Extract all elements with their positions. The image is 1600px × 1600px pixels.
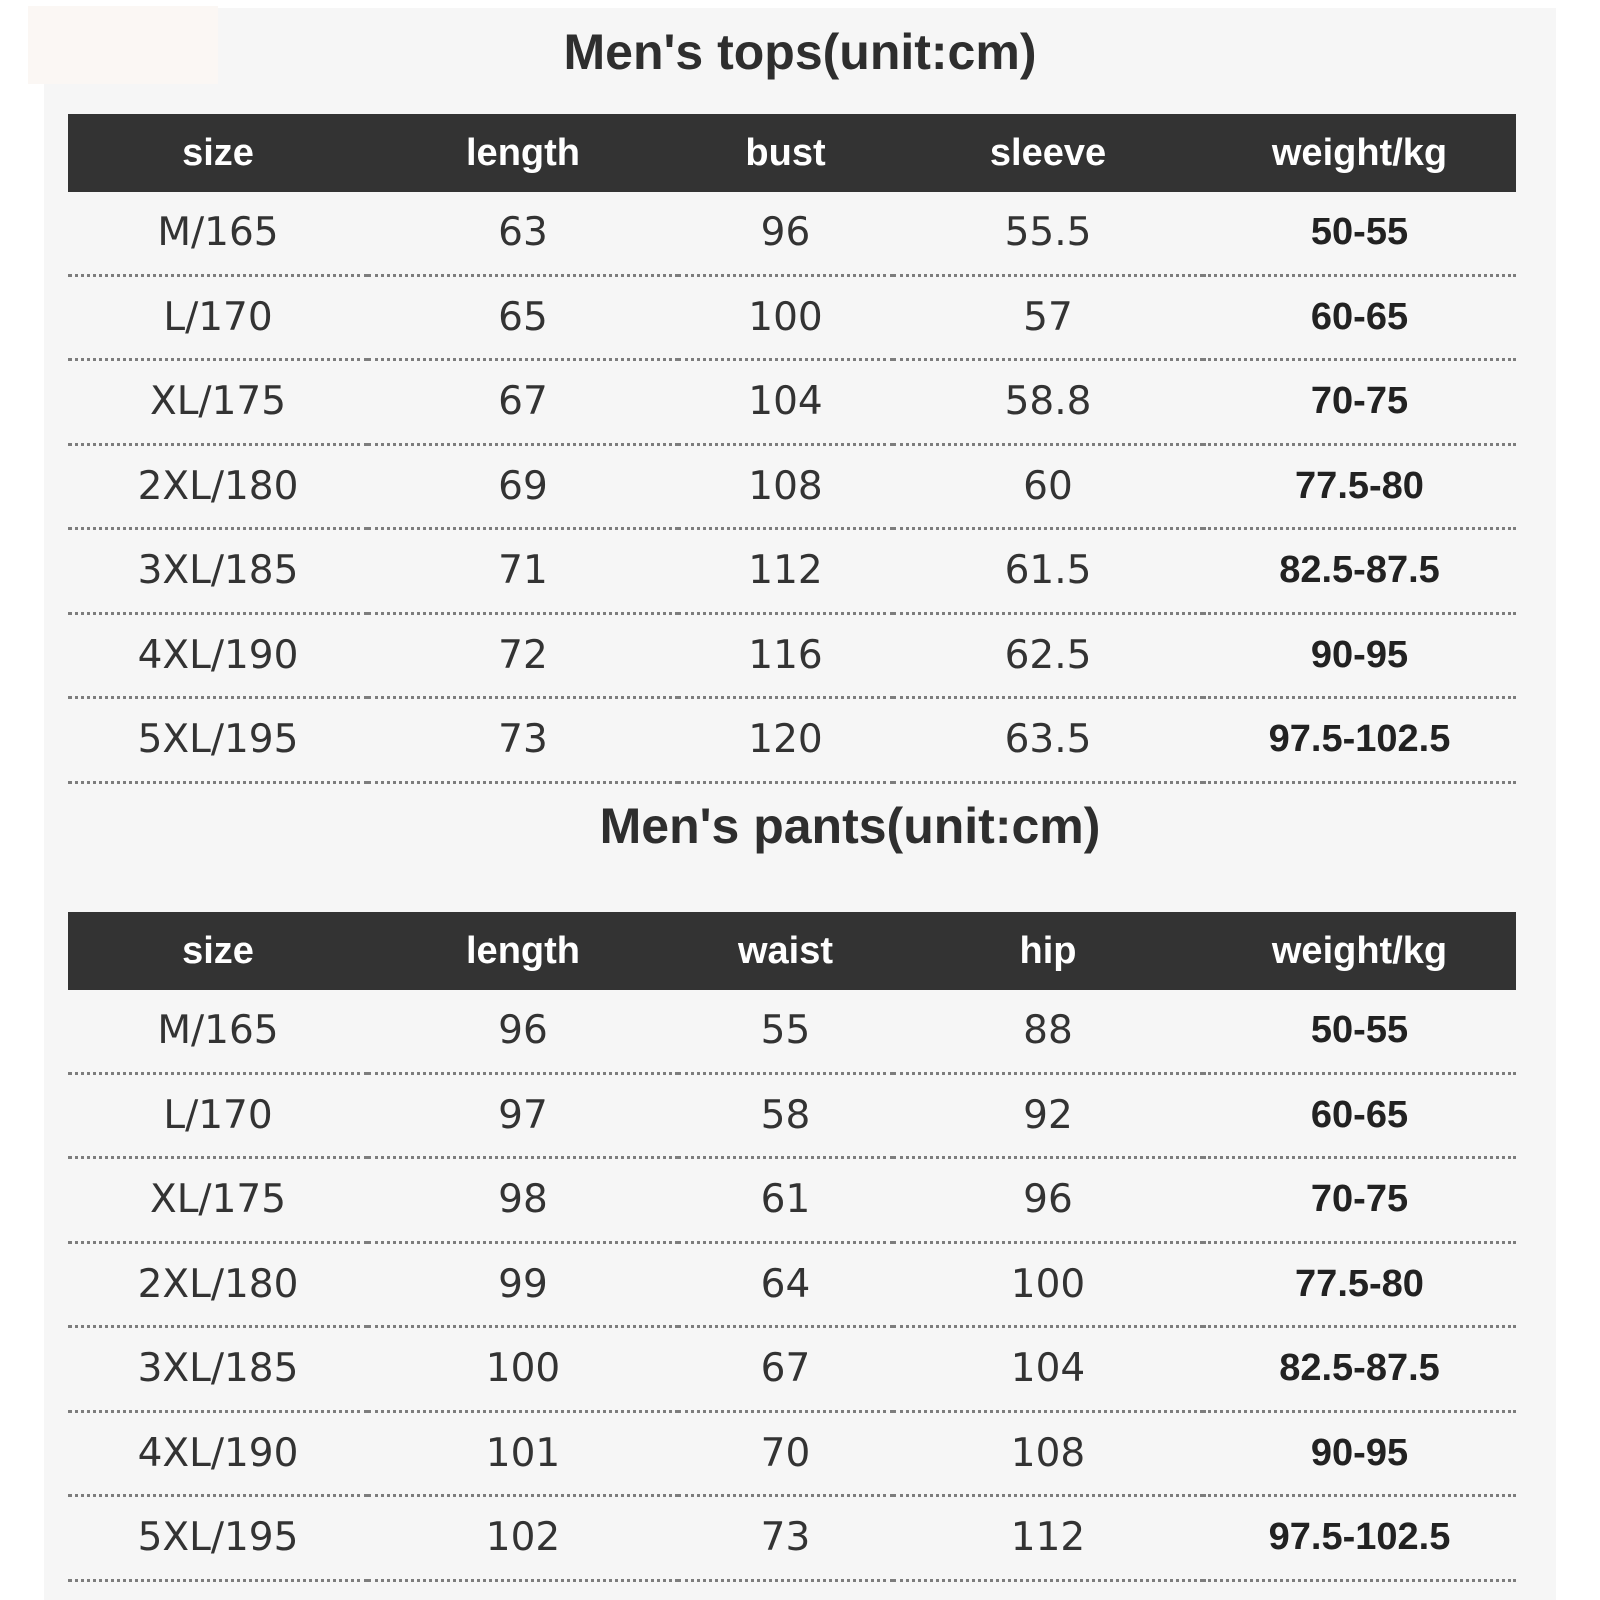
table-cell: 60-65 (1203, 275, 1516, 360)
table-row (68, 1242, 1516, 1327)
table-cell: 67 (368, 360, 678, 445)
table-cell: 100 (893, 1242, 1203, 1327)
pants-title: Men's pants(unit:cm) (599, 798, 1101, 854)
table-cell: 50-55 (1203, 990, 1516, 1073)
table-cell: 90-95 (1203, 613, 1516, 698)
column-header: sleeve (893, 114, 1203, 192)
table-cell: 108 (678, 444, 893, 529)
column-header: weight/kg (1203, 114, 1516, 192)
table-row (68, 698, 1516, 783)
table-cell: XL/175 (68, 1158, 368, 1243)
table-row (68, 192, 1516, 275)
table-cell: 72 (368, 613, 678, 698)
table-cell: 61.5 (893, 529, 1203, 614)
table-cell: M/165 (68, 192, 368, 275)
table-cell: 62.5 (893, 613, 1203, 698)
table-cell: 70 (678, 1411, 893, 1496)
table-cell: 4XL/190 (68, 613, 368, 698)
table-cell: 60 (893, 444, 1203, 529)
table-row (68, 613, 1516, 698)
table-cell: 73 (678, 1496, 893, 1581)
table-cell: 96 (368, 990, 678, 1073)
table-row (68, 1327, 1516, 1412)
table-row (68, 1158, 1516, 1243)
table-row (68, 1073, 1516, 1158)
table-cell: XL/175 (68, 360, 368, 445)
tops-table-body (68, 192, 1516, 782)
table-cell: M/165 (68, 990, 368, 1073)
table-cell: 73 (368, 698, 678, 783)
table-cell: 108 (893, 1411, 1203, 1496)
table-cell: 63 (368, 192, 678, 275)
table-cell: 3XL/185 (68, 529, 368, 614)
table-cell: 61 (678, 1158, 893, 1243)
pants-table-body (68, 990, 1516, 1580)
table-cell: 99 (368, 1242, 678, 1327)
column-header: size (68, 114, 368, 192)
table-cell: 97.5-102.5 (1203, 1496, 1516, 1581)
table-cell: 98 (368, 1158, 678, 1243)
table-cell: 55 (678, 990, 893, 1073)
table-cell: 104 (678, 360, 893, 445)
table-cell: 82.5-87.5 (1203, 1327, 1516, 1412)
table-cell: 65 (368, 275, 678, 360)
table-cell: 70-75 (1203, 1158, 1516, 1243)
table-cell: 60-65 (1203, 1073, 1516, 1158)
pants-table-header (68, 912, 1516, 990)
table-cell: 2XL/180 (68, 444, 368, 529)
table-row (68, 275, 1516, 360)
table-row (68, 444, 1516, 529)
table-cell: 2XL/180 (68, 1242, 368, 1327)
table-cell: 88 (893, 990, 1203, 1073)
table-cell: 96 (678, 192, 893, 275)
table-cell: 77.5-80 (1203, 444, 1516, 529)
table-cell: 100 (368, 1327, 678, 1412)
table-cell: L/170 (68, 1073, 368, 1158)
column-header: bust (678, 114, 893, 192)
table-row (68, 1411, 1516, 1496)
table-row (68, 529, 1516, 614)
table-cell: 100 (678, 275, 893, 360)
table-cell: 71 (368, 529, 678, 614)
table-row (68, 990, 1516, 1073)
table-cell: 5XL/195 (68, 1496, 368, 1581)
table-cell: 50-55 (1203, 192, 1516, 275)
table-cell: 57 (893, 275, 1203, 360)
table-cell: 70-75 (1203, 360, 1516, 445)
table-cell: 112 (678, 529, 893, 614)
column-header: weight/kg (1203, 912, 1516, 990)
table-cell: 92 (893, 1073, 1203, 1158)
table-cell: 104 (893, 1327, 1203, 1412)
tops-title: Men's tops(unit:cm) (563, 24, 1037, 80)
table-cell: 112 (893, 1496, 1203, 1581)
pants-size-table (68, 912, 1516, 1582)
table-cell: 55.5 (893, 192, 1203, 275)
column-header: hip (893, 912, 1203, 990)
column-header: waist (678, 912, 893, 990)
table-row (68, 360, 1516, 445)
table-cell: 4XL/190 (68, 1411, 368, 1496)
table-cell: 63.5 (893, 698, 1203, 783)
tops-size-table (68, 114, 1516, 784)
table-cell: 64 (678, 1242, 893, 1327)
tops-table-header (68, 114, 1516, 192)
table-cell: 102 (368, 1496, 678, 1581)
table-cell: 58 (678, 1073, 893, 1158)
column-header: length (368, 912, 678, 990)
table-cell: 5XL/195 (68, 698, 368, 783)
table-cell: 101 (368, 1411, 678, 1496)
table-cell: 82.5-87.5 (1203, 529, 1516, 614)
pants-header-row (68, 912, 1516, 990)
table-cell: 116 (678, 613, 893, 698)
table-cell: 3XL/185 (68, 1327, 368, 1412)
table-cell: 97.5-102.5 (1203, 698, 1516, 783)
table-cell: 97 (368, 1073, 678, 1158)
table-cell: 120 (678, 698, 893, 783)
tops-header-row (68, 114, 1516, 192)
table-cell: 96 (893, 1158, 1203, 1243)
table-row (68, 1496, 1516, 1581)
table-cell: L/170 (68, 275, 368, 360)
table-cell: 69 (368, 444, 678, 529)
table-cell: 90-95 (1203, 1411, 1516, 1496)
table-cell: 67 (678, 1327, 893, 1412)
table-cell: 58.8 (893, 360, 1203, 445)
column-header: size (68, 912, 368, 990)
column-header: length (368, 114, 678, 192)
table-cell: 77.5-80 (1203, 1242, 1516, 1327)
